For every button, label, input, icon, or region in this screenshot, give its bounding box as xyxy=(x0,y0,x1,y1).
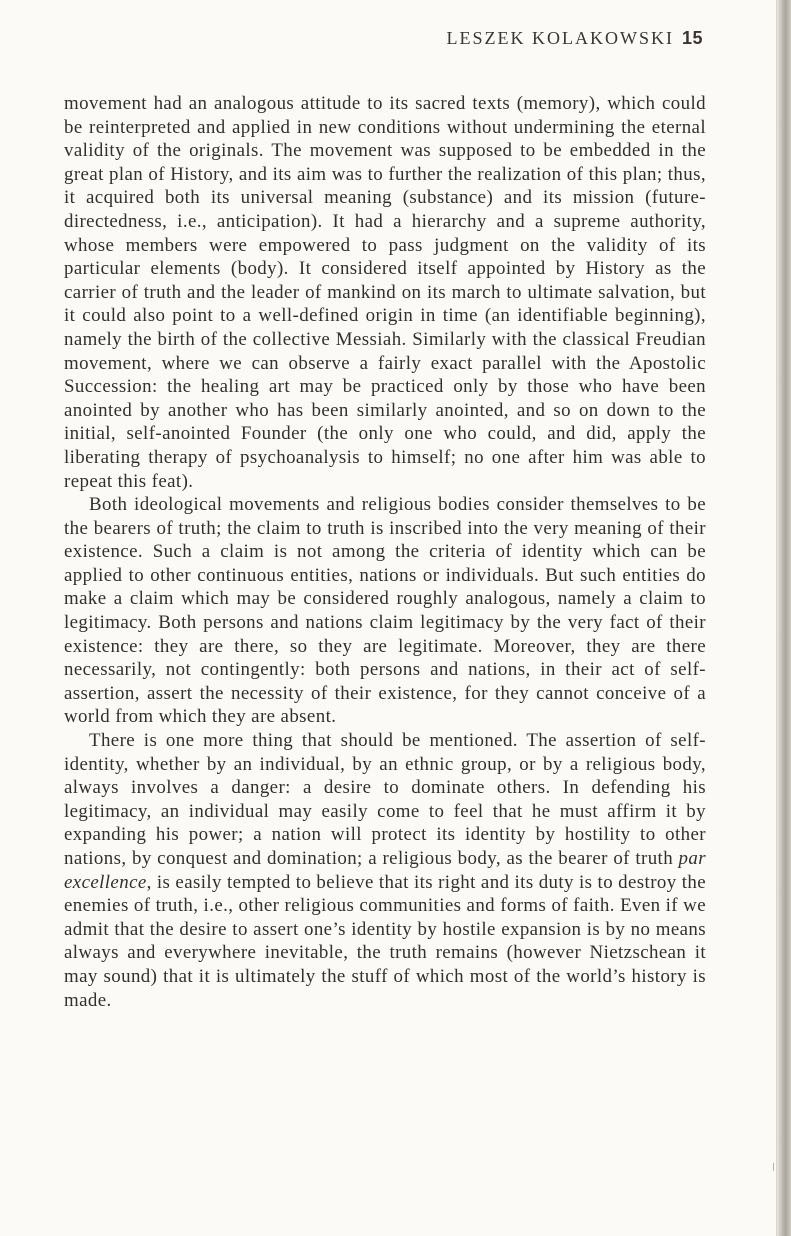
paragraph-1-text: movement had an analogous attitude to its sacred texts (memory), which could be reinterpreted and applied in new conditions without undermining the eternal validity of the originals. The movement was supposed to be embedded in the great plan of History, and its aim was to further the realization of this plan; thus, it acquired both its universal meaning (substance) and its mission (future-directedness, i.e., anticipation). It had a hierarchy and a supreme authority, whose members were empowered to pass judgment on the validity of its particular elements (body). It considered itself appointed by History as the carrier of truth and the leader of mankind on its march to ultimate salvation, but it could also point to a well-defined origin in time (an identifiable beginning), namely the birth of the collective Messiah. Similarly with the classical Freudian movement, where we can observe a fairly exact parallel with the Apostolic Succession: the healing art may be practiced only by those who have been anointed by another who has been similarly anointed, and so on down to the initial, self-anointed Founder (the only one who could, and did, apply the liberating therapy of psychoanalysis to himself; no one after him was able to repeat this feat). xyxy=(64,93,706,492)
paragraph-2 xyxy=(64,493,706,729)
page-number: 15 xyxy=(681,28,703,48)
paragraph-3-text-start: There is one more thing that should be mentioned. The assertion of self-identity, whether by an individual, by an ethnic group, or by a religious body, always involves a danger: a desire to dominate others. In defending his legitimacy, an individual may easily come to feel that he must affirm it by expanding his power; a nation will protect its identity by hostility to other nations, by conquest and domination; a religious body, as the bearer of truth xyxy=(64,730,706,869)
running-header-author: LESZEK KOLAKOWSKI xyxy=(446,28,674,48)
paragraph-1 xyxy=(64,92,706,493)
margin-mark xyxy=(773,1163,774,1171)
paragraph-2-text: Both ideological movements and religious bodies consider themselves to be the bearers of truth; the claim to truth is inscribed into the very meaning of their existence. Such a claim is not among the criteria of identity which can be applied to other continuous entities, nations or individuals. But such entities do make a claim which may be considered roughly analogous, namely a claim to legitimacy. Both persons and nations claim legitimacy by the very fact of their existence: they are there, so they are legitimate. Moreover, they are there necessarily, not contingently: both persons and nations, in their act of self-assertion, assert the necessity of their existence, for they cannot conceive of a world from which they are absent. xyxy=(64,494,706,728)
page-edge-shadow xyxy=(777,0,791,1236)
paragraph-3-emphasis: par excellence xyxy=(64,848,706,893)
paragraph-3 xyxy=(64,729,706,1012)
paragraph-3-text-end: , is easily tempted to believe that its right and its duty is to destroy the enemies of truth, i.e., other religious communities and forms of faith. Even if we admit that the desire to assert one’s identity by hostile expansion is by no means always and everywhere inevitable, the truth remains (however Nietzschean it may sound) that it is ultimately the stuff of which most of the world’s history is made. xyxy=(64,871,706,1011)
running-header xyxy=(446,28,703,49)
body-text xyxy=(64,92,706,1012)
